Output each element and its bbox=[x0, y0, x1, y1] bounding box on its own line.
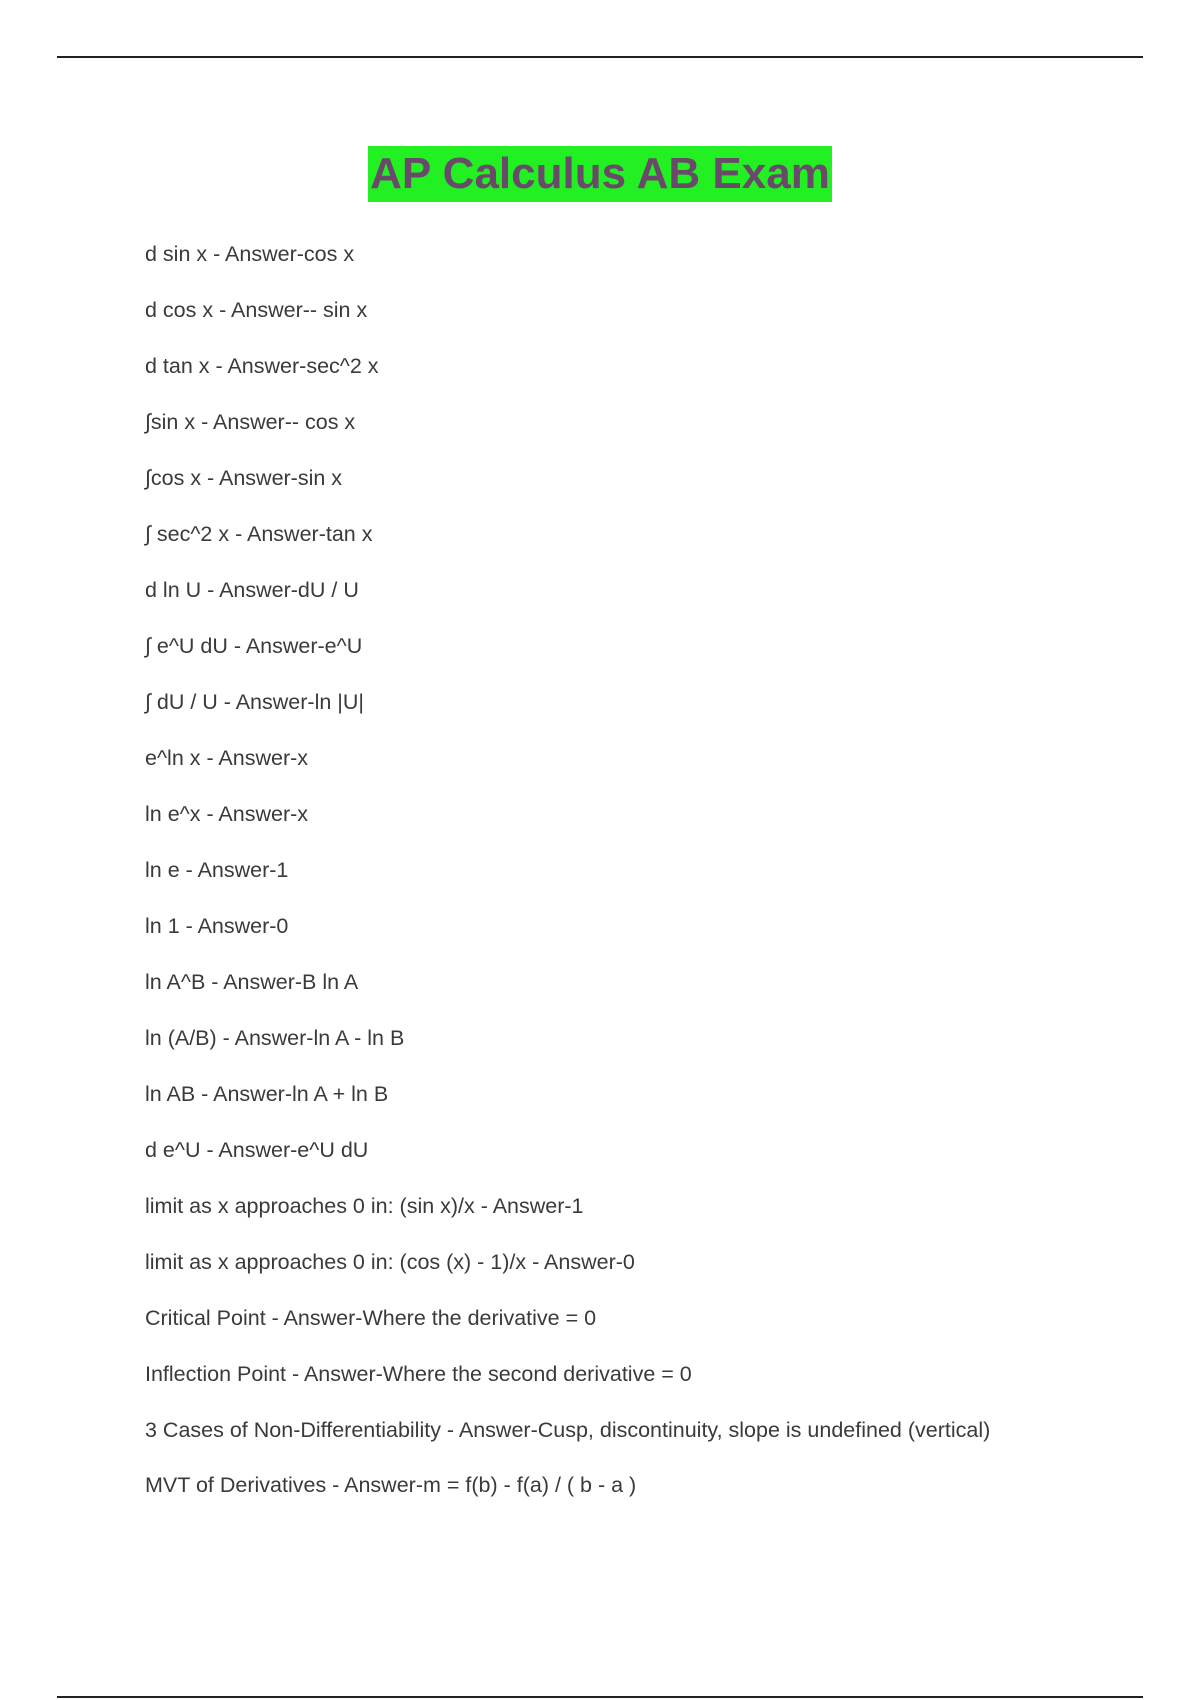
flashcard-item: limit as x approaches 0 in: (sin x)/x - Answer-1 bbox=[145, 1194, 584, 1218]
flashcard-item: ln (A/B) - Answer-ln A - ln B bbox=[145, 1026, 405, 1050]
flashcard-item: ln A^B - Answer-B ln A bbox=[145, 970, 359, 994]
header-divider bbox=[57, 56, 1143, 58]
flashcard-item: ∫ e^U dU - Answer-e^U bbox=[145, 634, 363, 658]
flashcard-item: d tan x - Answer-sec^2 x bbox=[145, 354, 379, 378]
footer-divider bbox=[57, 1696, 1143, 1698]
flashcard-item: ln AB - Answer-ln A + ln B bbox=[145, 1082, 389, 1106]
flashcard-item: ∫sin x - Answer-- cos x bbox=[145, 410, 356, 434]
flashcard-item: ∫ sec^2 x - Answer-tan x bbox=[145, 522, 373, 546]
flashcard-item: d e^U - Answer-e^U dU bbox=[145, 1138, 369, 1162]
page-title: AP Calculus AB Exam bbox=[368, 146, 832, 202]
flashcard-item: d sin x - Answer-cos x bbox=[145, 242, 355, 266]
flashcard-item: ∫ dU / U - Answer-ln |U| bbox=[145, 690, 364, 714]
flashcard-item: limit as x approaches 0 in: (cos (x) - 1)/x - Answer-0 bbox=[145, 1250, 635, 1274]
flashcard-item: e^ln x - Answer-x bbox=[145, 746, 309, 770]
flashcard-item: d cos x - Answer-- sin x bbox=[145, 298, 368, 322]
flashcard-list bbox=[145, 241, 1025, 1528]
flashcard-item: Critical Point - Answer-Where the derivative = 0 bbox=[145, 1306, 597, 1330]
flashcard-item: ln 1 - Answer-0 bbox=[145, 914, 289, 938]
flashcard-item: d ln U - Answer-dU / U bbox=[145, 578, 359, 602]
title-container bbox=[0, 146, 1200, 202]
flashcard-item: 3 Cases of Non-Differentiability - Answer-Cusp, discontinuity, slope is undefined (vertical) bbox=[145, 1418, 991, 1442]
flashcard-item: MVT of Derivatives - Answer-m = f(b) - f(a) / ( b - a ) bbox=[145, 1473, 637, 1497]
flashcard-item: ∫cos x - Answer-sin x bbox=[145, 466, 343, 490]
flashcard-item: Inflection Point - Answer-Where the second derivative = 0 bbox=[145, 1362, 692, 1386]
flashcard-item: ln e - Answer-1 bbox=[145, 858, 289, 882]
flashcard-item: ln e^x - Answer-x bbox=[145, 802, 309, 826]
